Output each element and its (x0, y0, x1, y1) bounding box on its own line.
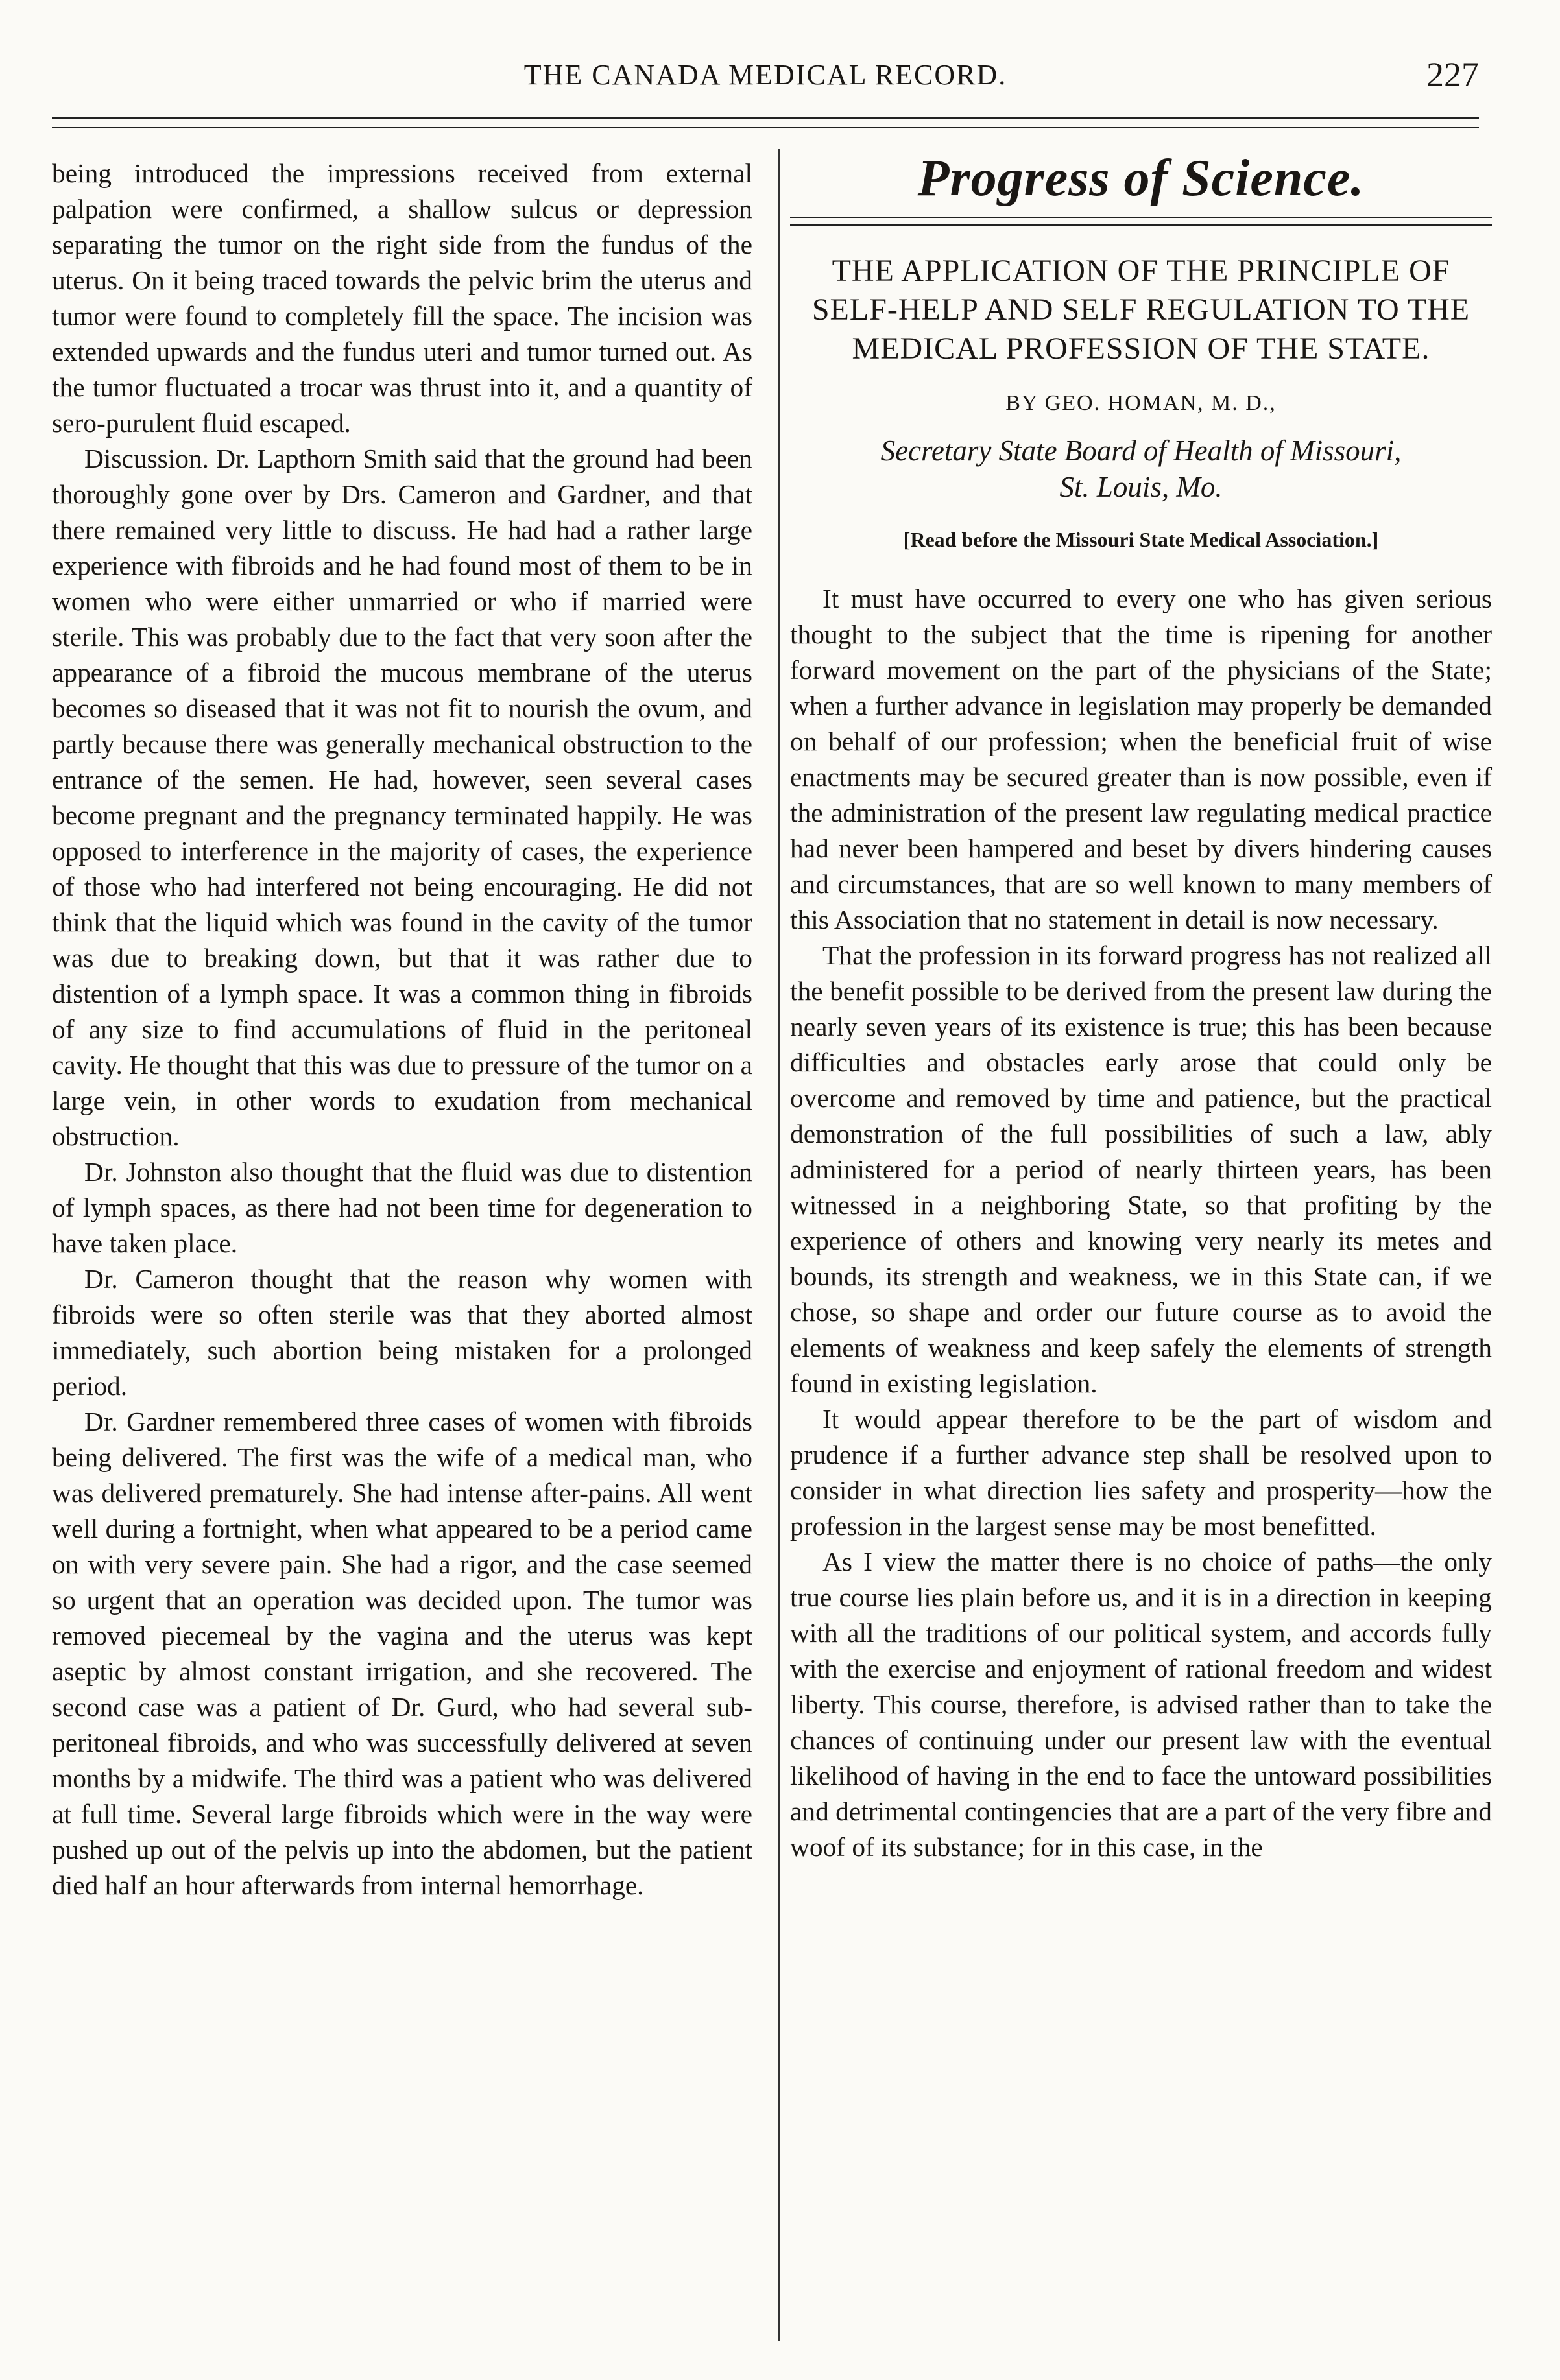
section-rule (790, 217, 1492, 218)
paragraph: being introduced the impressions received from external palpation were confirmed, a shallow sulcus or depression separating the tumor on the right side from the fundus of the uterus. On it being traced towards the pelvic brim the uterus and tumor were found to completely fill the space. The incision was extended upwards and the fundus uteri and tumor turned out. As the tumor fluctuated a trocar was thrust into it, and a quantity of sero-purulent fluid escaped. (52, 158, 752, 438)
header-rule (52, 117, 1479, 119)
affiliation-line: Secretary State Board of Health of Missouri, (880, 434, 1402, 467)
section-heading (790, 149, 1492, 208)
byline: BY GEO. HOMAN, M. D., (1005, 391, 1277, 415)
left-column (52, 156, 752, 1903)
paragraph: Dr. Cameron thought that the reason why women with fibroids were so often sterile was that they aborted almost immediately, such abortion being mistaken for a prolonged period. (52, 1264, 752, 1401)
read-note: [Read before the Missouri State Medical Association.] (903, 528, 1379, 551)
paragraph: That the profession in its forward progress has not realized all the benefit possible to be derived from the present law during the nearly seven years of its existence is true; this has been because difficulties and obstacles early arose that could only be overcome and removed by time and patience, but the practical demonstration of the full possibilities of such a law, ably administered for a period of nearly thirteen years, has been witnessed in a neighboring State, so that profiting by the experience of others and knowing very nearly its metes and bounds, its strength and weakness, we in this State can, if we chose, so shape and order our future course as to avoid the elements of weakness and keep safely the elements of strength found in existing legislation. (790, 940, 1492, 1398)
paragraph: Dr. Johnston also thought that the fluid was due to distention of lymph spaces, as there had not been time for degeneration to have taken place. (52, 1157, 752, 1258)
article-title: THE APPLICATION OF THE PRINCIPLE OF SELF-HELP AND SELF REGULATION TO THE MEDICAL PROFESSION OF THE STATE. (811, 254, 1470, 366)
page-number: 227 (1426, 55, 1479, 94)
paragraph: As I view the matter there is no choice of paths—the only true course lies plain before us, and it is in a direction in keeping with all the traditions of our political system, and accords fully with the exercise and enjoyment of rational freedom and widest liberty. This course, therefore, is advised rather than to take the chances of continuing under our present law with the eventual likelihood of having in the end to face the untoward possibilities and detrimental contingencies that are a part of the very fibre and woof of its substance; for in this case, in the (790, 1547, 1492, 1862)
right-column (790, 150, 1492, 1865)
paragraph: Dr. Gardner remembered three cases of women with fibroids being delivered. The first was the wife of a medical man, who was delivered prematurely. She had intense after-pains. All went well during a fortnight, when what appeared to be a period came on with very severe pain. She had a rigor, and the case seemed so urgent that an operation was decided upon. The tumor was removed piecemeal by the vagina and the uterus was kept aseptic by almost constant irrigation, and she recovered. The second case was a patient of Dr. Gurd, who had several sub-peritoneal fibroids, and who was successfully delivered at seven months by a midwife. The third was a patient who was delivered at full time. Several large fibroids which were in the way were pushed up out of the pelvis up into the abdomen, but the patient died half an hour afterwards from internal hemorrhage. (52, 1407, 752, 1900)
section-rule (790, 224, 1492, 226)
section-title: Progress of Science. (917, 150, 1365, 207)
paragraph: Discussion. Dr. Lapthorn Smith said that the ground had been thoroughly gone over by Drs. Cameron and Gardner, and that there remained very little to discuss. He had had a rather large experience with fibroids and he had found most of them to be in women who were either unmarried or who if married were sterile. This was probably due to the fact that very soon after the appearance of a fibroid the mucous membrane of the uterus becomes so diseased that it was not fit to nourish the ovum, and partly because there was generally mechanical obstruction to the entrance of the semen. He had, however, seen several cases become pregnant and the pregnancy terminated happily. He was opposed to interference in the majority of cases, the experience of those who had interfered not being encouraging. He did not think that the liquid which was found in the cavity of the tumor was due to breaking down, but that it was rather due to distention of a lymph space. It was a common thing in fibroids of any size to find accumulations of fluid in the peritoneal cavity. He thought that this was due to pressure of the tumor on a large vein, in other words to exudation from mechanical obstruction. (52, 444, 752, 1151)
journal-title: THE CANADA MEDICAL RECORD. (523, 59, 1007, 91)
column-divider (778, 149, 780, 2341)
header-rule (52, 127, 1479, 128)
paragraph: It must have occurred to every one who has given serious thought to the subject that the time is ripening for another forward movement on the part of the physicians of the State; when a further advance in legislation may properly be demanded on behalf of our profession; when the beneficial fruit of wise enactments may be secured greater than is now possible, even if the administration of the present law regulating medical practice had never been hampered and beset by divers hindering causes and circumstances, that are so well known to many members of this Association that no statement in detail is now necessary. (790, 584, 1492, 934)
affiliation-line: St. Louis, Mo. (1059, 471, 1223, 503)
paragraph: It would appear therefore to be the part of wisdom and prudence if a further advance step shall be resolved upon to consider in what direction lies safety and prosperity—how the profession in the largest sense may be most benefitted. (790, 1404, 1492, 1541)
author-affiliation (790, 433, 1492, 505)
running-head (52, 55, 1479, 104)
